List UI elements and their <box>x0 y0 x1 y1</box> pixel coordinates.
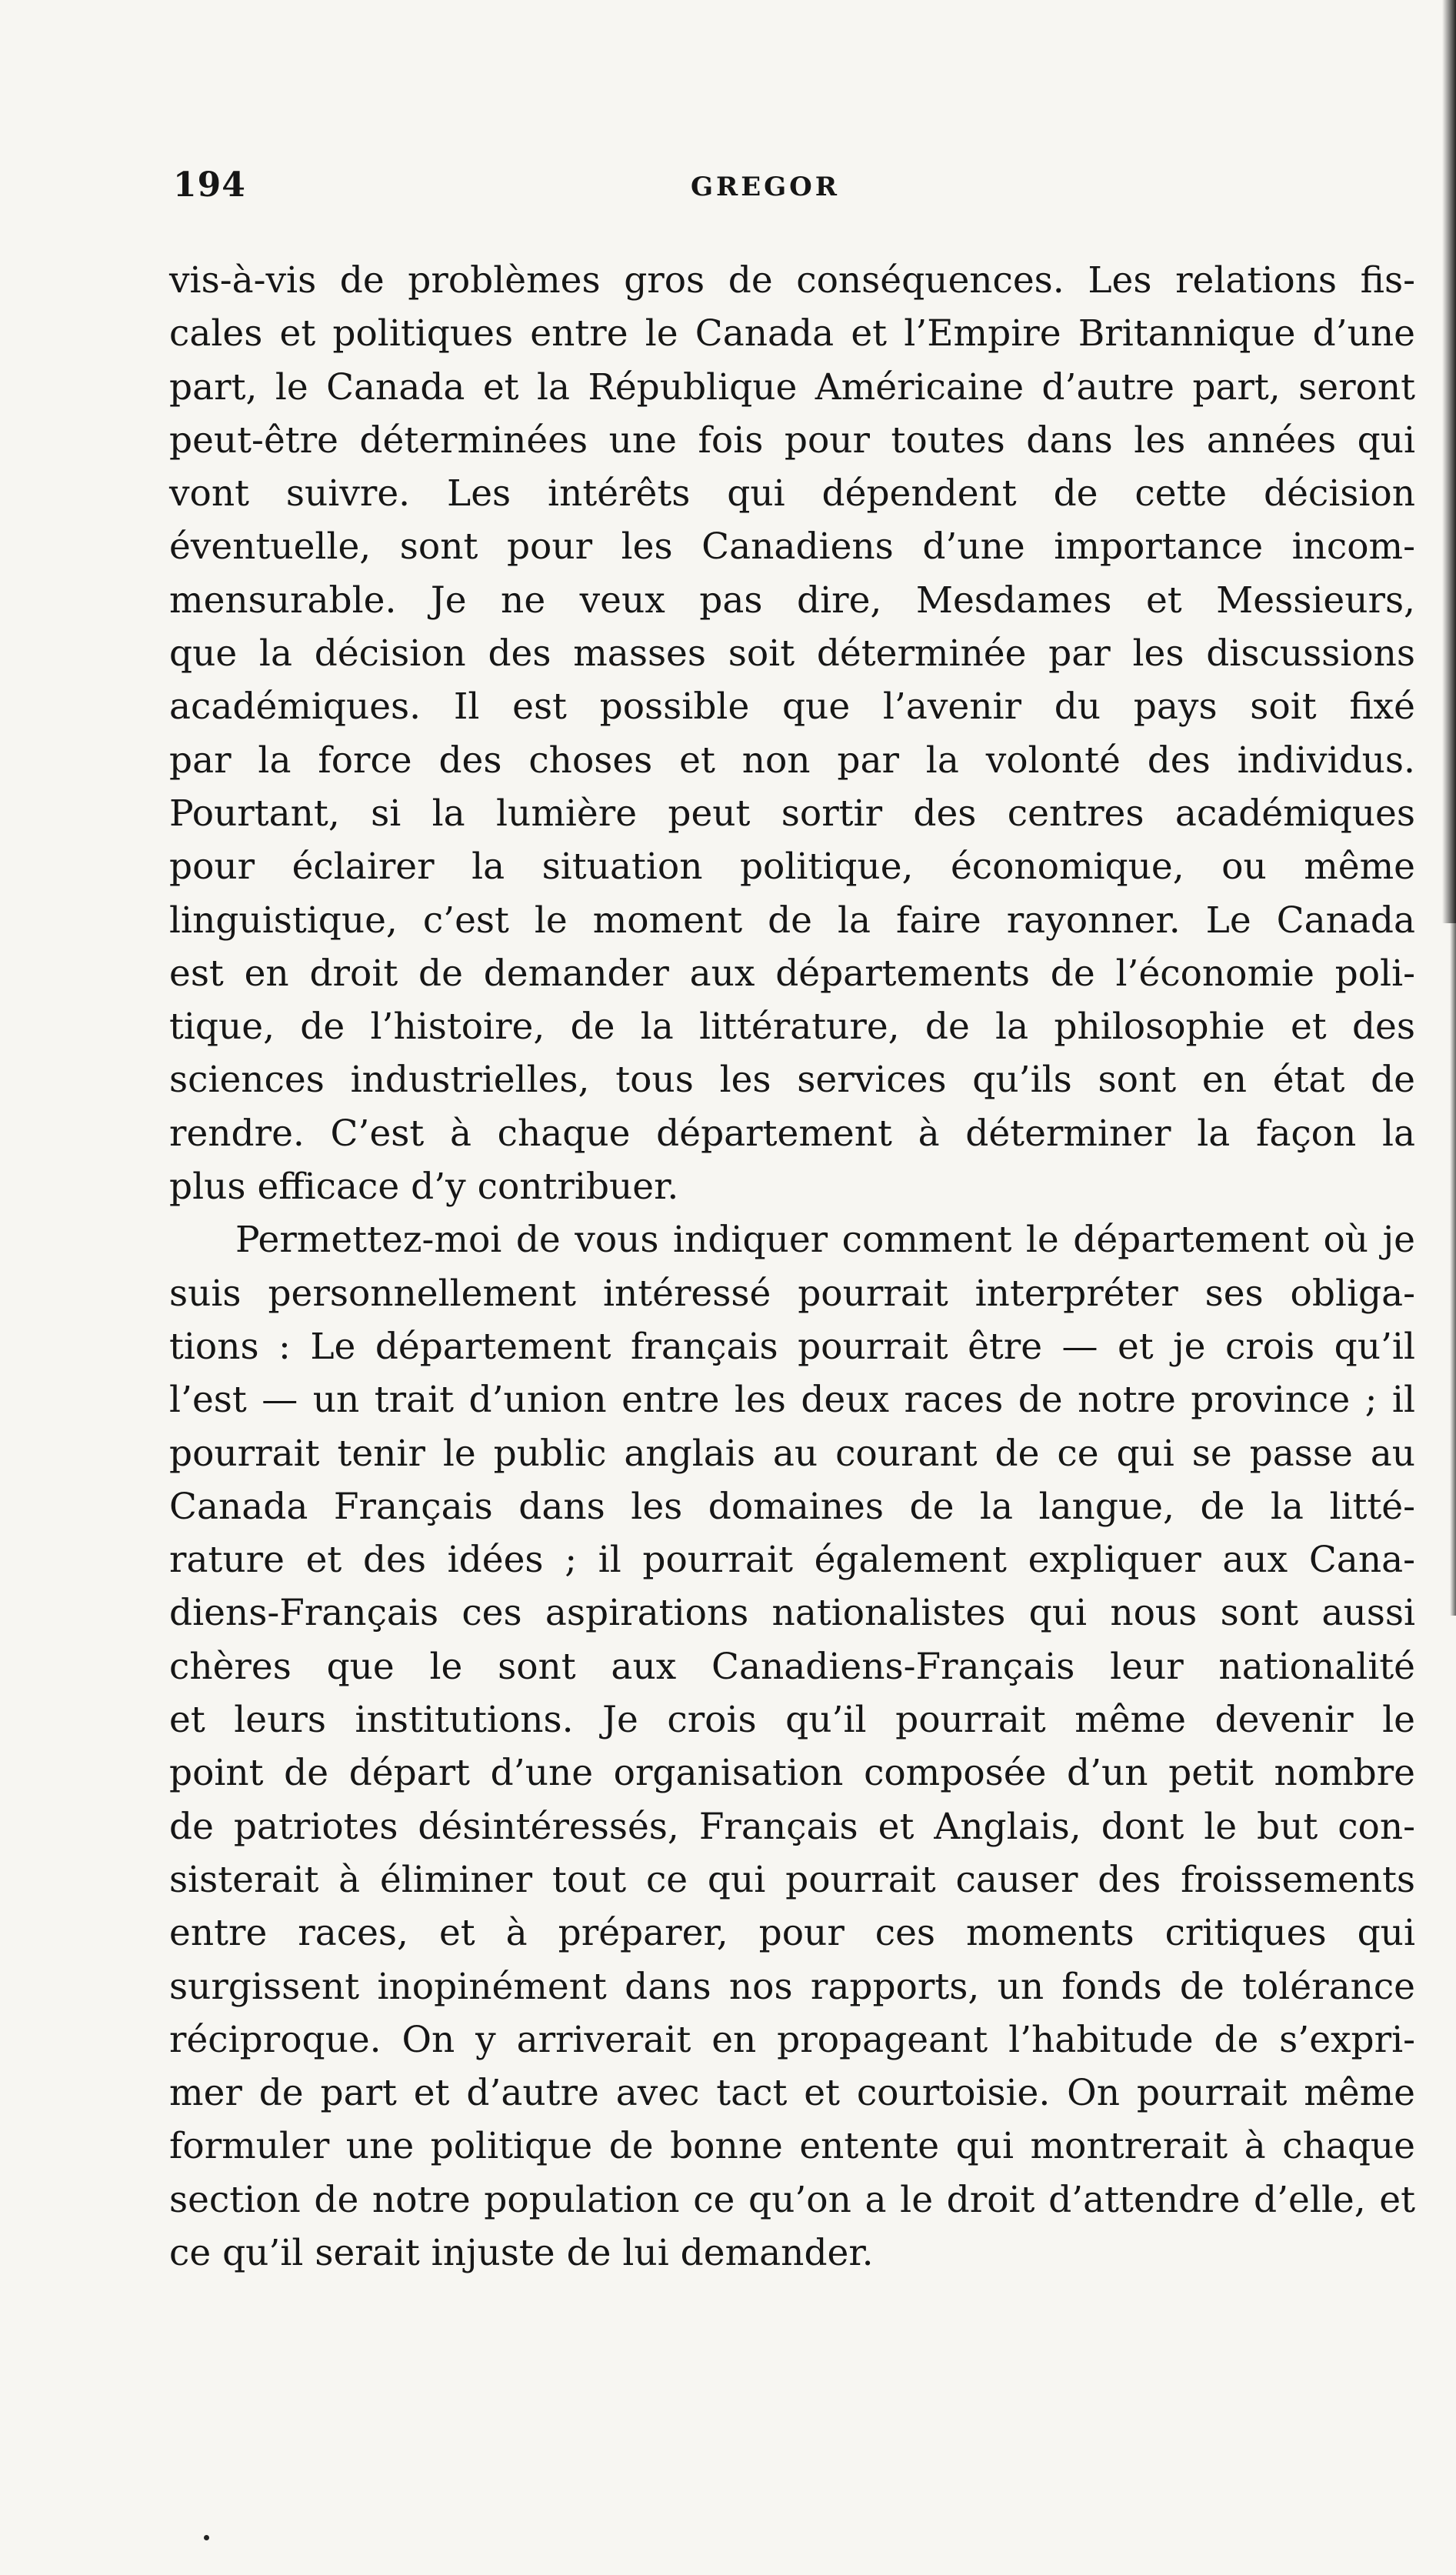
text-line: rature et des idées ; il pourrait également expliquer aux Cana- <box>169 1539 1415 1582</box>
text-line: par la force des choses et non par la volonté des individus. <box>169 739 1415 782</box>
text-line: cales et politiques entre le Canada et l’Empire Britannique d’une <box>169 312 1415 355</box>
paragraph-1 <box>169 254 1415 1213</box>
text-line: tique, de l’histoire, de la littérature, de la philosophie et des <box>169 1006 1415 1049</box>
text-line: éventuelle, sont pour les Canadiens d’une importance incom- <box>169 525 1415 569</box>
text-line: mensurable. Je ne veux pas dire, Mesdames et Messieurs, <box>169 579 1415 622</box>
text-line: peut-être déterminées une fois pour toutes dans les années qui <box>169 419 1415 462</box>
text-line: vis-à-vis de problèmes gros de conséquences. Les relations fis- <box>169 259 1415 302</box>
text-line: rendre. C’est à chaque département à déterminer la façon la <box>169 1112 1415 1155</box>
text-line: Permettez-moi de vous indiquer comment le département où je <box>235 1219 1415 1262</box>
text-line: que la décision des masses soit déterminée par les discussions <box>169 632 1415 675</box>
text-line: vont suivre. Les intérêts qui dépendent de cette décision <box>169 472 1415 515</box>
text-line: Canada Français dans les domaines de la langue, de la litté- <box>169 1485 1415 1528</box>
text-line: chères que le sont aux Canadiens-Français leur nationalité <box>169 1645 1415 1688</box>
text-line: suis personnellement intéressé pourrait interpréter ses obliga- <box>169 1272 1415 1315</box>
text-line: ce qu’il serait injuste de lui demander. <box>169 2231 874 2274</box>
paragraph-2 <box>169 1213 1415 2280</box>
text-line: linguistique, c’est le moment de la faire rayonner. Le Canada <box>169 899 1415 942</box>
text-line: réciproque. On y arriverait en propageant l’habitude de s’expri- <box>169 2018 1415 2061</box>
text-line: pour éclairer la situation politique, économique, ou même <box>169 846 1415 889</box>
text-line: Pourtant, si la lumière peut sortir des centres académiques <box>169 792 1415 835</box>
text-line: part, le Canada et la République Américaine d’autre part, seront <box>169 365 1415 409</box>
text-line: entre races, et à préparer, pour ces moments critiques qui <box>169 1912 1415 1955</box>
text-line: et leurs institutions. Je crois qu’il pourrait même devenir le <box>169 1699 1415 1742</box>
text-line: de patriotes désintéressés, Français et Anglais, dont le but con- <box>169 1805 1415 1848</box>
ink-speck <box>204 2535 209 2540</box>
page-edge-shadow-lower <box>1450 923 1456 1616</box>
text-line: tions : Le département français pourrait être — et je crois qu’il <box>169 1325 1415 1368</box>
text-line: mer de part et d’autre avec tact et courtoisie. On pourrait même <box>169 2072 1415 2115</box>
text-line: sisterait à éliminer tout ce qui pourrait causer des froissements <box>169 1858 1415 1901</box>
text-line: sciences industrielles, tous les services qu’ils sont en état de <box>169 1059 1415 1102</box>
page-number: 194 <box>173 165 246 205</box>
text-line: est en droit de demander aux départements de l’économie poli- <box>169 952 1415 995</box>
page-edge-shadow <box>1442 0 1456 923</box>
text-line: pourrait tenir le public anglais au courant de ce qui se passe au <box>169 1432 1415 1475</box>
text-line: académiques. Il est possible que l’avenir du pays soit fixé <box>169 685 1415 729</box>
text-line: section de notre population ce qu’on a le droit d’attendre d’elle, et <box>169 2178 1415 2221</box>
page-header <box>173 165 1358 212</box>
body-text <box>169 254 1415 2280</box>
text-line: point de départ d’une organisation composée d’un petit nombre <box>169 1752 1415 1795</box>
text-line: plus efficace d’y contribuer. <box>169 1166 679 1209</box>
text-line: surgissent inopinément dans nos rapports, un fonds de tolérance <box>169 1965 1415 2008</box>
text-line: l’est — un trait d’union entre les deux races de notre province ; il <box>169 1379 1415 1422</box>
running-title: GREGOR <box>690 172 841 202</box>
text-line: diens-Français ces aspirations nationalistes qui nous sont aussi <box>169 1592 1415 1635</box>
text-line: formuler une politique de bonne entente qui montrerait à chaque <box>169 2125 1415 2168</box>
